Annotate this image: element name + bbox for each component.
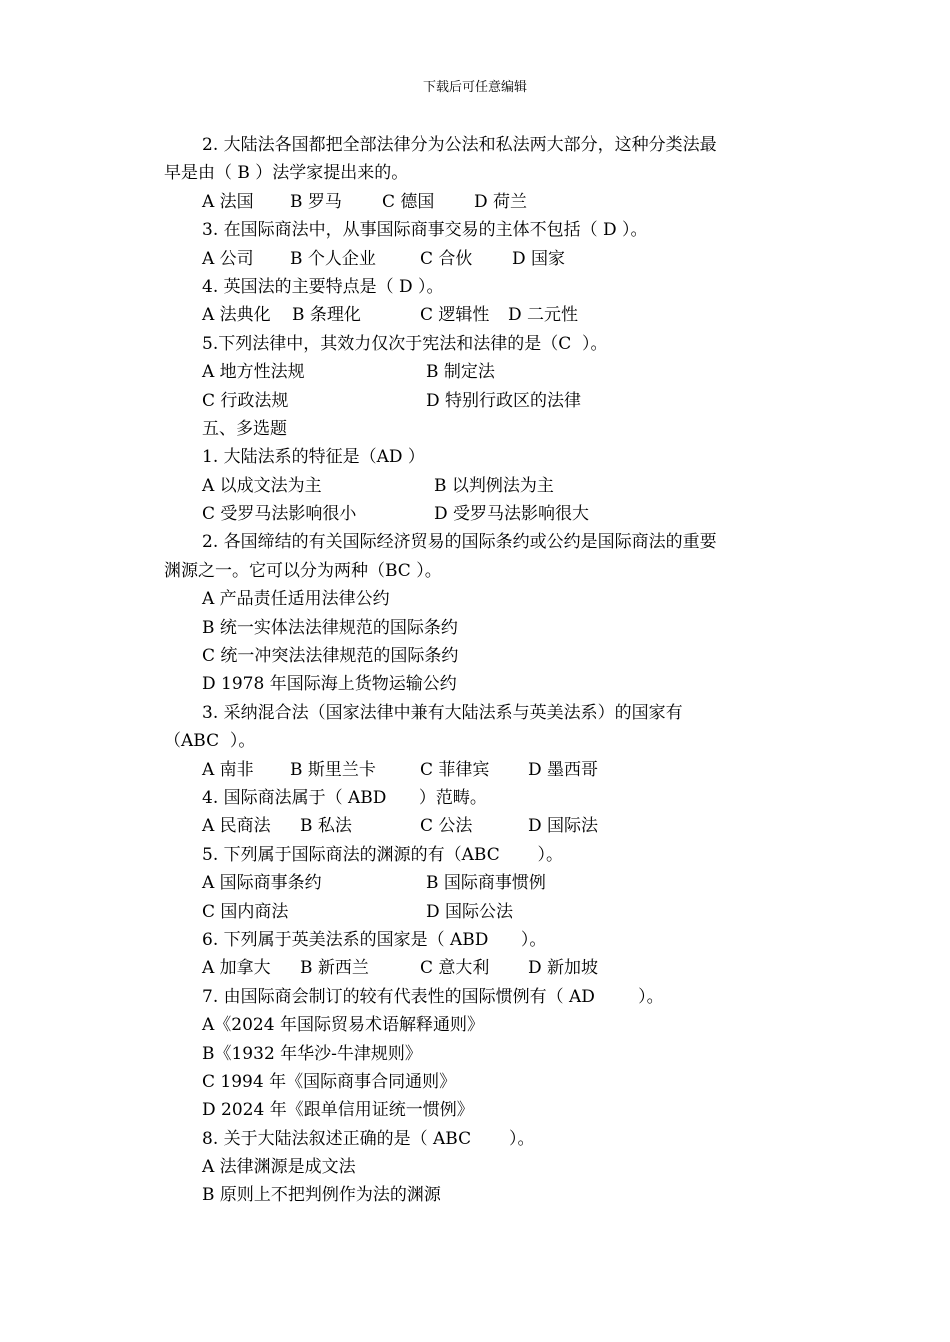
option-row	[164, 500, 790, 528]
option: C 菲律宾	[420, 759, 490, 780]
option: A 地方性法规	[202, 362, 305, 383]
question-text: 2. 大陆法各国都把全部法律分为公法和私法两大部分，这种分类法最	[202, 135, 717, 155]
option: D 国际公法	[426, 901, 514, 922]
option: C 意大利	[420, 958, 490, 979]
option-row	[164, 812, 790, 840]
option: C 逻辑性	[420, 305, 490, 326]
option: D 国家	[512, 248, 566, 269]
option-row	[164, 358, 790, 386]
question-text: 2. 各国缔结的有关国际经济贸易的国际条约或公约是国际商法的重要	[202, 532, 717, 553]
question-text: 5.下列法律中，其效力仅次于宪法和法律的是（C ）。	[202, 333, 608, 354]
question-text: 1. 大陆法系的特征是（AD ）	[202, 447, 425, 468]
option: C 德国	[382, 191, 435, 212]
option: A 加拿大	[202, 958, 271, 979]
option: B 国际商事惯例	[426, 873, 546, 894]
option-row	[164, 898, 790, 926]
option-row	[164, 756, 790, 784]
option: B 私法	[300, 816, 352, 837]
option: C 统一冲突法法律规范的国际条约	[202, 646, 459, 667]
option: C 公法	[420, 816, 473, 837]
option: A 公司	[202, 248, 254, 269]
option: B 个人企业	[290, 248, 376, 269]
option: D 特别行政区的法律	[426, 390, 582, 411]
option: C 国内商法	[202, 901, 289, 922]
option: B《1932 年华沙-牛津规则》	[202, 1043, 422, 1064]
option: D 受罗马法影响很大	[434, 504, 590, 525]
option: C 受罗马法影响很小	[202, 504, 357, 525]
option: D 二元性	[508, 305, 579, 326]
option: A 法律渊源是成文法	[202, 1157, 356, 1178]
question-text: 6. 下列属于英美法系的国家是（ ABD ）。	[202, 929, 547, 950]
question-text: 5. 下列属于国际商法的渊源的有（ABC ）。	[202, 844, 564, 865]
option: A 民商法	[202, 816, 271, 837]
question-text: 早是由（ B ）法学家提出来的。	[164, 163, 409, 184]
option: A 南非	[202, 759, 254, 780]
option: B 条理化	[292, 305, 361, 326]
question-text: 7. 由国际商会制订的较有代表性的国际惯例有（ AD ）。	[202, 986, 664, 1007]
option: D 国际法	[528, 816, 599, 837]
option: A《2024 年国际贸易术语解释通则》	[202, 1015, 484, 1036]
option: B 罗马	[290, 191, 342, 212]
question-text: 4. 国际商法属于（ ABD ）范畴。	[202, 787, 487, 808]
question-text: 渊源之一。它可以分为两种（BC ）。	[164, 560, 442, 581]
option: D 新加坡	[528, 958, 599, 979]
option-row	[164, 472, 790, 500]
option-row	[164, 245, 790, 273]
option-row	[164, 869, 790, 897]
section-heading: 五、多选题	[202, 418, 287, 439]
option: A 法国	[202, 191, 254, 212]
option: B 制定法	[426, 362, 495, 383]
option: B 原则上不把判例作为法的渊源	[202, 1185, 441, 1206]
question-text: 4. 英国法的主要特点是（ D ）。	[202, 276, 444, 297]
option-row	[164, 188, 790, 216]
option: D 1978 年国际海上货物运输公约	[202, 674, 457, 695]
option: B 以判例法为主	[434, 475, 554, 496]
option-row	[164, 954, 790, 982]
option: C 1994 年《国际商事合同通则》	[202, 1071, 457, 1092]
option-row	[164, 387, 790, 415]
option: B 新西兰	[300, 958, 369, 979]
option-row	[164, 301, 790, 329]
question-text: 3. 在国际商法中，从事国际商事交易的主体不包括（ D ）。	[202, 220, 648, 241]
option: C 行政法规	[202, 390, 289, 411]
document-body	[164, 131, 790, 1210]
option: C 合伙	[420, 248, 473, 269]
option: A 法典化	[202, 305, 271, 326]
option: B 斯里兰卡	[290, 759, 376, 780]
option: D 墨西哥	[528, 759, 599, 780]
option: A 以成文法为主	[202, 475, 322, 496]
option: A 产品责任适用法律公约	[202, 589, 390, 610]
option: B 统一实体法法律规范的国际条约	[202, 617, 458, 638]
option: D 2024 年《跟单信用证统一惯例》	[202, 1100, 474, 1121]
question-text: 3. 采纳混合法（国家法律中兼有大陆法系与英美法系）的国家有	[202, 702, 683, 723]
option: A 国际商事条约	[202, 873, 322, 894]
question-text: 8. 关于大陆法叙述正确的是（ ABC ）。	[202, 1128, 535, 1149]
option: D 荷兰	[474, 191, 528, 212]
page-header: 下载后可任意编辑	[422, 80, 527, 95]
question-text: （ABC ）。	[164, 731, 256, 752]
